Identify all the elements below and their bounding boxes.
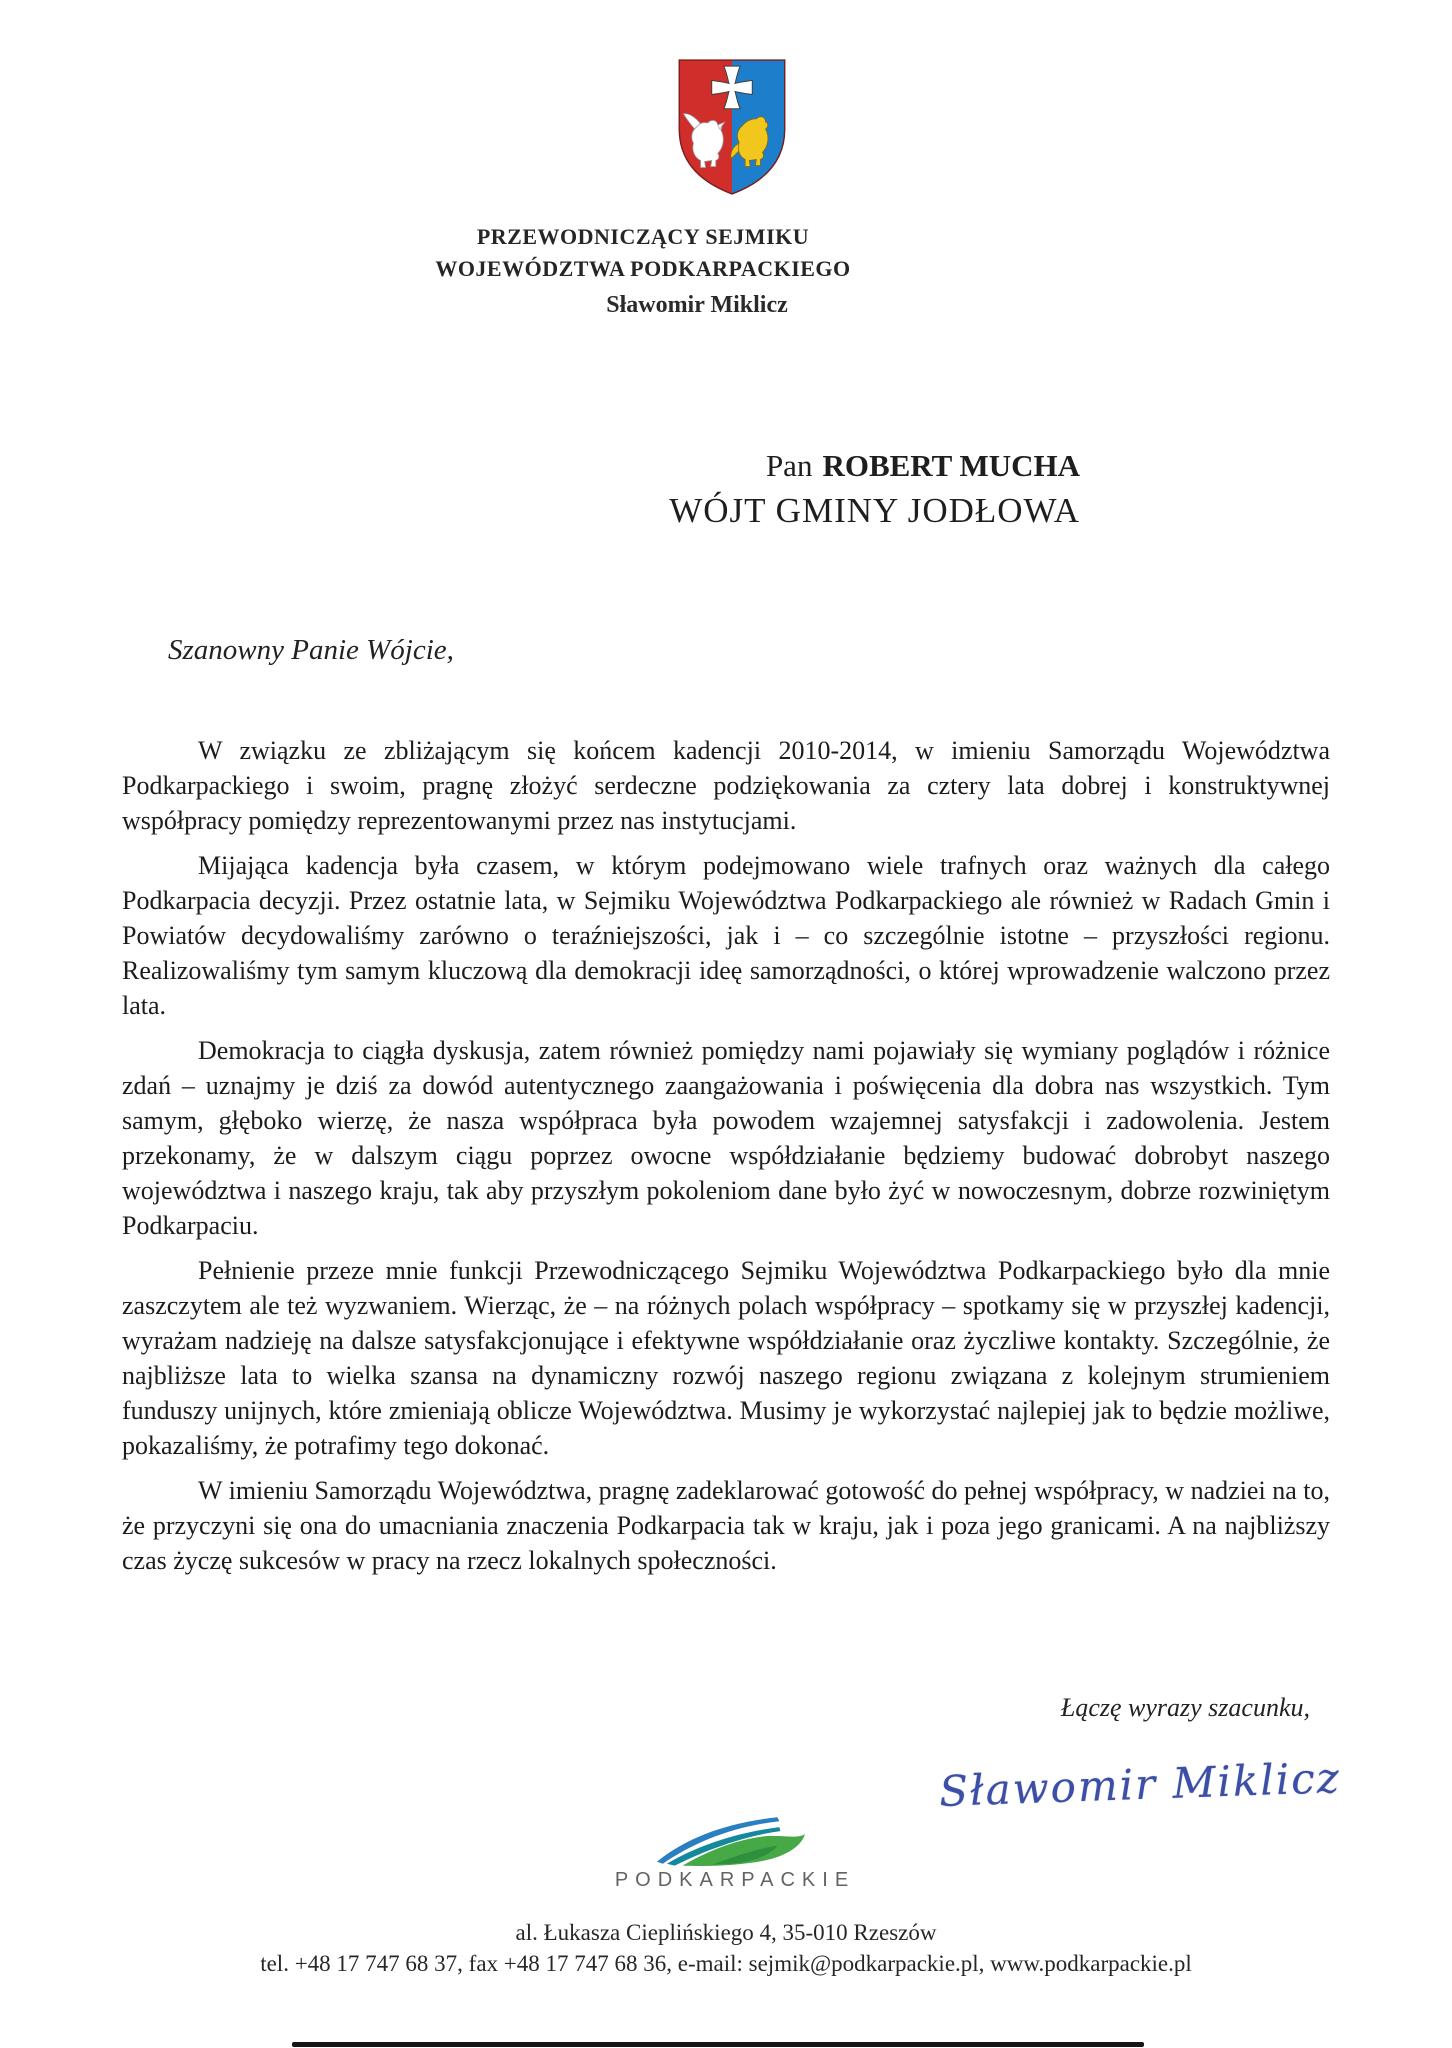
recipient-block — [555, 444, 1080, 534]
letter-body — [122, 733, 1330, 1588]
body-paragraph-4: Pełnienie przeze mnie funkcji Przewodniczącego Sejmiku Województwa Podkarpackiego było dla mnie zaszczytem ale też wyzwaniem. Wierząc, że – na różnych polach współpracy – spotkamy się w przyszłej kadencji, wyrażam nadzieję na dalsze satysfakcjonujące i efektywne współdziałanie oraz życzliwe kontakty. Szczególnie, że najbliższe lata to wielka szansa na dynamiczny rozwój naszego regionu związana z kolejnym strumieniem funduszy unijnych, które zmieniają oblicze Województwa. Musimy je wykorzystać najlepiej jak to będzie możliwe, pokazaliśmy, że potrafimy tego dokonać. — [122, 1256, 1330, 1460]
recipient-name-line — [555, 444, 1080, 488]
salutation: Szanowny Panie Wójcie, — [168, 634, 454, 666]
podkarpackie-logo-icon — [653, 1814, 811, 1866]
footer-contact: tel. +48 17 747 68 37, fax +48 17 747 68 36, e-mail: sejmik@podkarpackie.pl, www.podkarpackie.pl — [260, 1951, 1192, 1976]
body-paragraph-5: W imieniu Samorządu Województwa, pragnę zadeklarować gotowość do pełnej współpracy, w nadziei na to, że przyczyni się ona do umacniania znaczenia Podkarpacia tak w kraju, jak i poza jego granicami. A na najbliższy czas życzę sukcesów w pracy na rzecz lokalnych społeczności. — [122, 1476, 1330, 1575]
org-title-line1: PRZEWODNICZĄCY SEJMIKU — [476, 224, 810, 249]
recipient-title: WÓJT GMINY JODŁOWA — [669, 491, 1080, 530]
body-paragraph-3: Demokracja to ciągła dyskusja, zatem również pomiędzy nami pojawiały się wymiany poglądów i różnice zdań – uznajmy je dziś za dowód autentycznego zaangażowania i poświęcenia dla dobra nas wszystkich. Tym samym, głęboko wierzę, że nasza współpraca była powodem wzajemnej satysfakcji i zadowolenia. Jestem przekonamy, że w dalszym ciągu poprzez owocne współdziałanie będziemy budować dobrobyt naszego województwa i naszego kraju, tak aby przyszłym pokoleniom dane było żyć w nowoczesnym, dobrze rozwiniętym Podkarpaciu. — [122, 1036, 1330, 1240]
scan-artifact-line — [292, 2042, 1144, 2047]
recipient-name: ROBERT MUCHA — [822, 448, 1080, 483]
body-paragraph-1: W związku ze zbliżającym się końcem kadencji 2010-2014, w imieniu Samorządu Województwa Podkarpackiego i swoim, pragnę złożyć serdeczne podziękowania za cztery lata dobrej i konstruktywnej współpracy pomiędzy reprezentowanymi przez nas instytucjami. — [122, 736, 1330, 835]
recipient-prefix: Pan — [765, 448, 813, 483]
coat-of-arms-icon — [671, 56, 793, 198]
handwritten-signature: Sławomir Miklicz — [938, 1753, 1342, 1816]
org-title — [283, 221, 1003, 285]
body-paragraph-2: Mijająca kadencja była czasem, w którym podejmowano wiele trafnych oraz ważnych dla całego Podkarpacia decyzji. Przez ostatnie lata, w Sejmiku Województwa Podkarpackiego ale również w Radach Gmin i Powiatów decydowaliśmy zarówno o teraźniejszości, jak i – co szczególnie istotne – przyszłości regionu. Realizowaliśmy tym samym kluczową dla demokracji ideę samorządności, o której wprowadzenie walczono przez lata. — [122, 851, 1330, 1020]
chairman-name: Sławomir Miklicz — [606, 292, 788, 318]
brand-wordmark: PODKARPACKIE — [614, 1869, 856, 1891]
footer-address: al. Łukasza Cieplińskiego 4, 35-010 Rzeszów — [515, 1920, 937, 1945]
closing-phrase: Łączę wyrazy szacunku, — [1060, 1693, 1310, 1722]
org-title-line2: WOJEWÓDZTWA PODKARPACKIEGO — [435, 256, 851, 281]
